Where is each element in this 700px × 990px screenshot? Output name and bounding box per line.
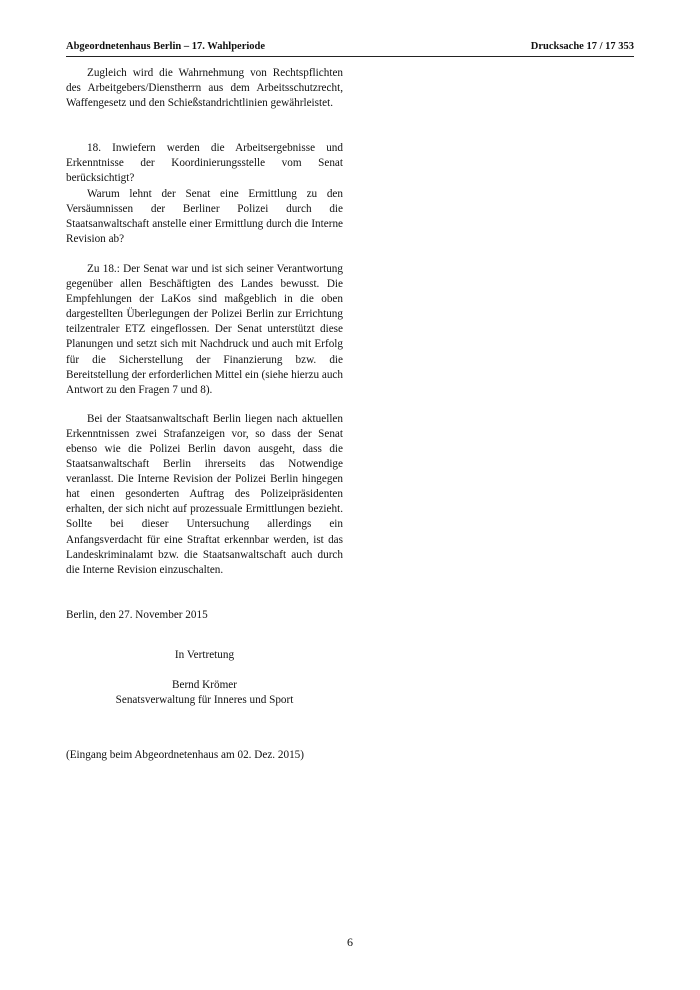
header-parliament: Abgeordnetenhaus Berlin – 17. Wahlperiode bbox=[66, 41, 266, 52]
header-document-number: Drucksache 17 / 17 353 bbox=[530, 41, 634, 52]
page-number: 6 bbox=[347, 935, 353, 949]
page-header bbox=[66, 41, 634, 57]
question-18-part2: Warum lehnt der Senat eine Ermittlung zu den Versäumnissen der Berliner Polizei durch die Staatsanwaltschaft anstelle einer Ermittlung durch die Interne Revision ab? bbox=[66, 187, 343, 245]
answer-18-continued: Bei der Staatsanwaltschaft Berlin liegen nach aktuellen Erkenntnissen zwei Strafanzeigen vor, so dass der Senat ebenso wie die Polizei Berlin davon ausgeht, dass die Staatsanwaltschaft Berlin ihrerseits das Notwendige veranlasst. Die Interne Revision der Polizei Berlin hingegen hat einen gesonderten Auftrag des Polizeipräsidenten erhalten, der sich nicht auf prozessuale Ermittlungen bezieht. Sollte bei dieser Untersuchung allerdings ein Anfangsverdacht für eine Straftat erkennbar werden, ist das Landeskriminalamt bzw. die Staatsanwaltschaft auch durch die Interne Revision einzuschalten. bbox=[66, 412, 343, 576]
signature-block bbox=[66, 648, 343, 708]
receipt-note: (Eingang beim Abgeordnetenhaus am 02. Dez. 2015) bbox=[66, 749, 304, 762]
answer-18: Zu 18.: Der Senat war und ist sich seiner Verantwortung gegenüber allen Beschäftigten des Landes bewusst. Die Empfehlungen der LaKos sind maßgeblich in die oben dargestellten Überlegungen der Polizei Berlin zur Errichtung teilzentraler ETZ eingeflossen. Der Senat unterstützt diese Planungen und setzt sich mit Nachdruck und auch mit Erfolg für die Sicherstellung der Finanzierung bzw. die Bereitstellung der erforderlichen Mittel ein (siehe hierzu auch Antwort zu den Fragen 7 und 8). bbox=[66, 262, 343, 396]
question-18-part1: 18. Inwiefern werden die Arbeitsergebnisse und Erkenntnisse der Koordinierungsstelle vom Senat berücksichtigt? bbox=[66, 142, 343, 185]
signatory-name: Bernd Krömer bbox=[172, 679, 237, 691]
signatory-department: Senatsverwaltung für Inneres und Sport bbox=[115, 694, 294, 707]
text-column bbox=[66, 66, 343, 763]
representation-note: In Vertretung bbox=[174, 648, 235, 661]
paragraph-obligations: Zugleich wird die Wahrnehmung von Rechtspflichten des Arbeitgebers/Dienstherrn aus dem Arbeitsschutzrecht, Waffengesetz und den Schießstandrichtlinien gewährleistet. bbox=[66, 67, 343, 110]
signing-date: Berlin, den 27. November 2015 bbox=[66, 608, 208, 621]
